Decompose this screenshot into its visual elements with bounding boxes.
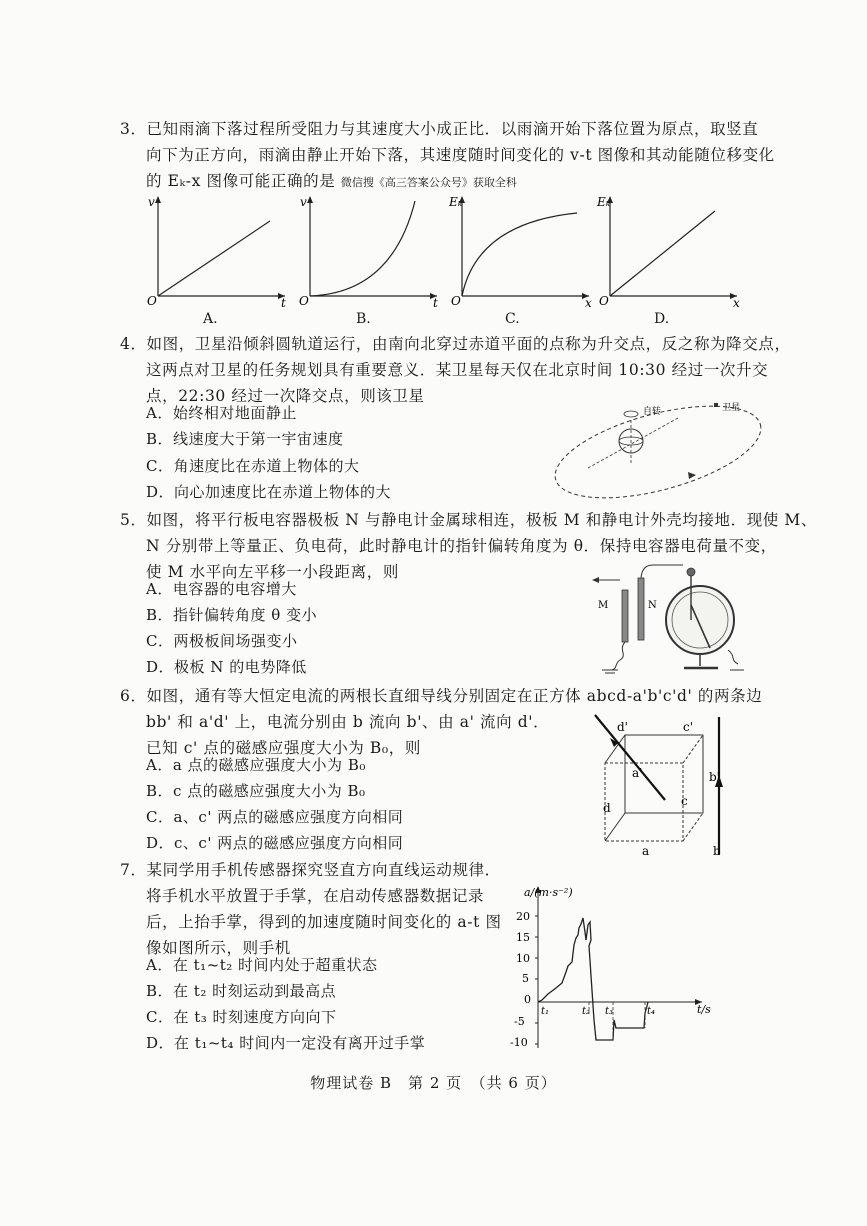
q7-ytick-5: 5 bbox=[522, 972, 529, 985]
q3b-ylabel: v bbox=[300, 195, 307, 209]
plate-n-label: N bbox=[648, 600, 657, 611]
q4-line1: 4．如图，卫星沿倾斜圆轨道运行，由南向北穿过赤道平面的点称为升交点，反之称为降交点， bbox=[120, 335, 791, 353]
q3b-xlabel: t bbox=[433, 296, 438, 308]
q4-satellite-figure bbox=[548, 398, 768, 500]
satellite-label: 卫星 bbox=[722, 403, 741, 413]
cube-label-a: a bbox=[642, 844, 650, 858]
q7-t3: t₃ bbox=[605, 1006, 614, 1017]
q6-line1: 6．如图，通有等大恒定电流的两根长直细导线分别固定在正方体 abcd-a'b'c'd' 的两条边 bbox=[120, 687, 763, 705]
q3-line3 bbox=[146, 168, 517, 196]
q5-option-b: B．指针偏转角度 θ 变小 bbox=[146, 606, 318, 624]
q3d-origin: O bbox=[599, 294, 609, 308]
q7-t1: t₁ bbox=[541, 1006, 550, 1017]
q3d-ylabel: Eₖ bbox=[597, 195, 611, 209]
q5-option-c: C．两极板间场强变小 bbox=[146, 632, 298, 650]
q4-option-b: B．线速度大于第一宇宙速度 bbox=[146, 430, 344, 448]
cube-label-bp: b' bbox=[709, 770, 720, 784]
q3b-origin: O bbox=[299, 294, 309, 308]
q5-capacitor-figure bbox=[588, 560, 746, 678]
q5-line1: 5．如图，将平行板电容器极板 N 与静电计金属球相连，极板 M 和静电计外壳均接地．现使 M、 bbox=[120, 511, 818, 529]
q7-ytick-10: 10 bbox=[516, 952, 530, 965]
q7-option-b: B．在 t₂ 时刻运动到最高点 bbox=[146, 982, 337, 1000]
q7-line3: 后，上抬手掌，得到的加速度随时间变化的 a-t 图 bbox=[146, 913, 502, 931]
q7-ytick-0: 0 bbox=[524, 993, 531, 1006]
q6-cube-figure bbox=[585, 705, 735, 861]
q3-caption-a: A. bbox=[203, 311, 218, 327]
q7-ytick-20: 20 bbox=[516, 910, 530, 923]
q7-option-d: D．在 t₁~t₄ 时间内一定没有离开过手掌 bbox=[146, 1034, 426, 1052]
q7-option-c: C．在 t₃ 时刻速度方向向下 bbox=[146, 1008, 337, 1026]
q3-caption-c: C. bbox=[505, 311, 520, 327]
q5-option-d: D．极板 N 的电势降低 bbox=[146, 658, 307, 676]
q3-graph-a bbox=[145, 193, 295, 308]
q3-line3-text: 的 Eₖ-x 图像可能正确的是 bbox=[146, 172, 336, 190]
q7-t4: t₄ bbox=[647, 1006, 656, 1017]
q3c-origin: O bbox=[451, 294, 461, 308]
q3d-xlabel: x bbox=[733, 296, 740, 308]
cube-label-dp: d' bbox=[617, 720, 628, 734]
cube-label-ap: a' bbox=[632, 766, 643, 780]
q4-option-a: A．始终相对地面静止 bbox=[146, 404, 297, 422]
promo-text: 微信搜《高三答案公众号》获取全科 bbox=[340, 176, 517, 189]
q3-line2: 向下为正方向，雨滴由静止开始下落，其速度随时间变化的 v-t 图像和其动能随位移变化 bbox=[146, 146, 775, 164]
q5-line3: 使 M 水平向左平移一小段距离，则 bbox=[146, 563, 399, 581]
q7-t2: t₂ bbox=[582, 1006, 591, 1017]
q5-option-a: A．电容器的电容增大 bbox=[146, 580, 297, 598]
q7-ytick-neg5: -5 bbox=[514, 1015, 525, 1028]
q7-xlabel: t/s bbox=[697, 1003, 711, 1016]
q3c-xlabel: x bbox=[585, 296, 592, 308]
q3a-xlabel: t bbox=[281, 296, 286, 308]
q3a-ylabel: v bbox=[148, 195, 155, 209]
q3-caption-d: D. bbox=[654, 311, 670, 327]
q4-line2: 这两点对卫星的任务规划具有重要意义．某卫星每天仅在北京时间 10:30 经过一次升交 bbox=[146, 361, 769, 379]
q7-line1: 7．某同学用手机传感器探究竖直方向直线运动规律． bbox=[120, 861, 501, 879]
q4-line3: 点，22:30 经过一次降交点，则该卫星 bbox=[146, 387, 425, 405]
q7-ytick-15: 15 bbox=[516, 931, 530, 944]
q6-option-d: D．c、c' 两点的磁感应强度方向相同 bbox=[146, 834, 404, 852]
q7-ytick-neg10: -10 bbox=[510, 1036, 528, 1049]
q7-ylabel: a/(m·s⁻²) bbox=[524, 886, 573, 899]
q3a-origin: O bbox=[147, 294, 157, 308]
q4-option-d: D．向心加速度比在赤道上物体的大 bbox=[146, 483, 392, 501]
q3c-ylabel: Eₖ bbox=[449, 195, 463, 209]
q3-caption-b: B. bbox=[356, 311, 371, 327]
q6-line2: bb' 和 a'd' 上，电流分别由 b 流向 b'、由 a' 流向 d'． bbox=[146, 713, 550, 731]
q6-option-a: A．a 点的磁感应强度大小为 B₀ bbox=[146, 756, 366, 774]
cube-label-d: d bbox=[603, 801, 611, 815]
plate-m-label: M bbox=[598, 600, 609, 611]
cube-label-b: b bbox=[713, 844, 721, 858]
cube-label-cp: c' bbox=[683, 720, 694, 734]
q3-graph-b bbox=[297, 193, 447, 308]
q3-line1: 3．已知雨滴下落过程所受阻力与其速度大小成正比．以雨滴开始下落位置为原点，取竖直 bbox=[120, 120, 759, 138]
q3-graph-d bbox=[597, 193, 747, 308]
page-footer: 物理试卷 B 第 2 页 （共 6 页） bbox=[310, 1074, 557, 1092]
q6-option-b: B．c 点的磁感应强度大小为 B₀ bbox=[146, 782, 366, 800]
q7-line2: 将手机水平放置于手掌，在启动传感器数据记录 bbox=[146, 887, 485, 905]
rotation-label: 自转 bbox=[643, 407, 662, 417]
q5-line2: N 分别带上等量正、负电荷，此时静电计的指针偏转角度为 θ．保持电容器电荷量不变， bbox=[146, 537, 777, 555]
q4-option-c: C．角速度比在赤道上物体的大 bbox=[146, 457, 360, 475]
q6-line3: 已知 c' 点的磁感应强度大小为 B₀，则 bbox=[146, 739, 421, 757]
q7-line4: 像如图所示，则手机 bbox=[146, 939, 291, 957]
q7-at-graph bbox=[502, 880, 712, 1060]
q7-option-a: A．在 t₁~t₂ 时间内处于超重状态 bbox=[146, 956, 378, 974]
q3-graph-c bbox=[449, 193, 599, 308]
q6-option-c: C．a、c' 两点的磁感应强度方向相同 bbox=[146, 808, 404, 826]
cube-label-c: c bbox=[681, 794, 688, 808]
